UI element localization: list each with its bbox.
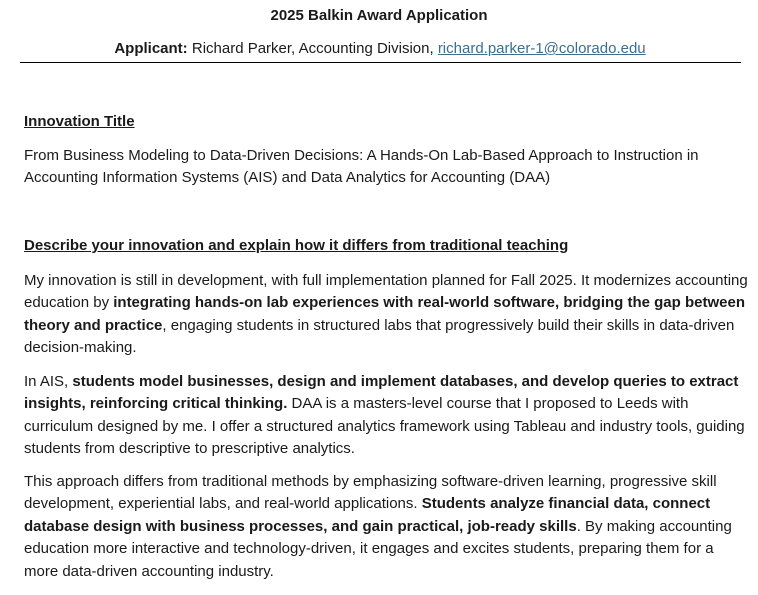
p1-text-c: , engaging students in structured labs that progressively build their skills in data-driven decision-making. <box>24 316 735 357</box>
innovation-title-text: From Business Modeling to Data-Driven Decisions: A Hands-On Lab-Based Approach to Instruction in Accounting Information Systems (AIS) and Data Analytics for Accounting (DAA) <box>24 147 699 187</box>
p2-text-c: DAA is a masters-level course that I proposed to Leeds with curriculum designed by me. I offer a structured analytics framework using Tableau and industry tools, guiding students from descriptive to prescriptive analytics. <box>24 395 745 458</box>
document-title: 2025 Balkin Award Application <box>270 7 488 24</box>
innovation-title-heading: Innovation Title <box>24 113 135 130</box>
description-paragraph-3 <box>24 471 748 583</box>
applicant-email-link[interactable]: richard.parker-1@colorado.edu <box>437 40 646 57</box>
description-paragraph-1 <box>24 270 748 360</box>
p2-bold: students model businesses, design and implement databases, and develop queries to extract insights, reinforcing critical thinking. <box>24 373 739 413</box>
p3-bold: Students analyze financial data, connect database design with business processes, and gain practical, job-ready skills <box>24 495 711 535</box>
description-heading: Describe your innovation and explain how it differs from traditional teaching <box>24 237 569 254</box>
description-paragraph-2 <box>24 371 748 461</box>
description-section <box>24 236 748 580</box>
p3-text-c: . By making accounting education more interactive and technology-driven, it engages and excites students, preparing them for a more data-driven accounting industry. <box>24 517 732 580</box>
applicant-label: Applicant: <box>114 40 188 57</box>
applicant-details: Richard Parker, Accounting Division, <box>187 40 438 57</box>
p3-text-a: This approach differs from traditional methods by emphasizing software-driven learning, progressive skill development, experiential labs, and real-world applications. <box>24 473 717 513</box>
header-divider <box>20 62 741 63</box>
applicant-line <box>0 39 758 59</box>
p1-bold: integrating hands-on lab experiences with real-world software, bridging the gap between theory and practice <box>24 294 745 334</box>
p2-text-a: In AIS, <box>24 373 73 390</box>
innovation-title-section <box>24 112 748 190</box>
p1-text-a: My innovation is still in development, with full implementation planned for Fall 2025. It modernizes accounting education by <box>24 272 748 312</box>
